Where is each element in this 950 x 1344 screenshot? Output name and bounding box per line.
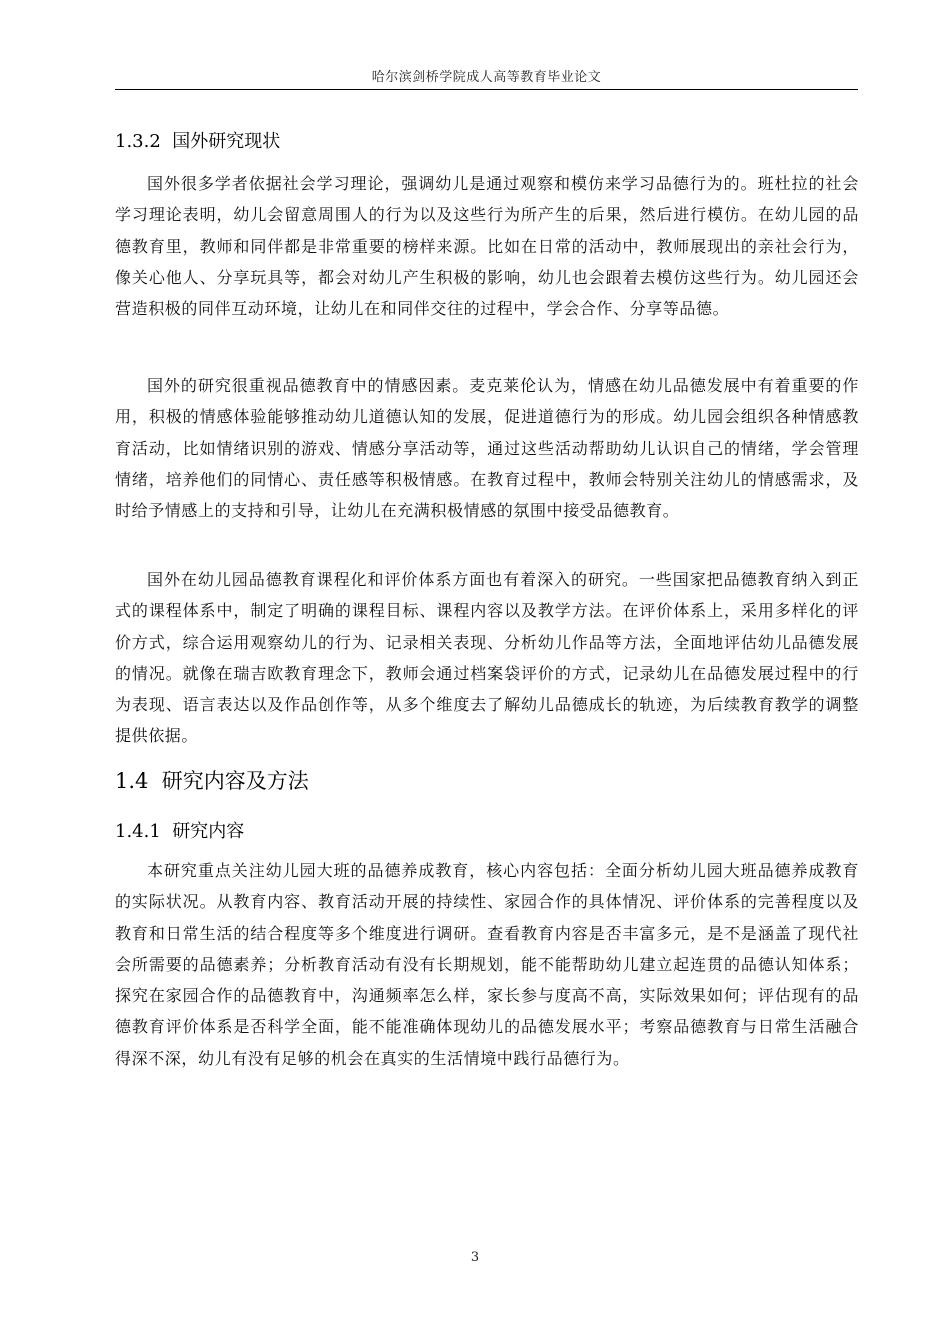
section-title: 国外研究现状 xyxy=(172,131,281,152)
paragraph-research-content: 本研究重点关注幼儿园大班的品德养成教育，核心内容包括：全面分析幼儿园大班品德养成教育的实际状况。从教育内容、教育活动开展的持续性、家园合作的具体情况、评价体系的完善程度以及教育和日常生活的结合程度等多个维度进行调研。查看教育内容是否丰富多元，是不是涵盖了现代社会所需要的品德素养；分析教育活动有没有长期规划，能不能帮助幼儿建立起连贯的品德认知体系；探究在家园合作的品德教育中，沟通频率怎么样，家长参与度高不高，实际效果如何；评估现有的品德教育评价体系是否科学全面，能不能准确体现幼儿的品德发展水平；考察品德教育与日常生活融合得深不深，幼儿有没有足够的机会在真实的生活情境中践行品德行为。 xyxy=(115,861,859,1068)
section-heading-1-4 xyxy=(115,765,309,795)
section-number: 1.4 xyxy=(115,769,149,793)
running-header: 哈尔滨剑桥学院成人高等教育毕业论文 xyxy=(371,70,602,85)
section-title: 研究内容及方法 xyxy=(161,769,309,793)
paragraph-social-learning: 国外很多学者依据社会学习理论，强调幼儿是通过观察和模仿来学习品德行为的。班杜拉的社会学习理论表明，幼儿会留意周围人的行为以及这些行为所产生的后果，然后进行模仿。在幼儿园的品德教育里，教师和同伴都是非常重要的榜样来源。比如在日常的活动中，教师展现出的亲社会行为，像关心他人、分享玩具等，都会对幼儿产生积极的影响，幼儿也会跟着去模仿这些行为。幼儿园还会营造积极的同伴互动环境，让幼儿在和同伴交往的过程中，学会合作、分享等品德。 xyxy=(115,174,859,319)
section-heading-1-4-1 xyxy=(115,817,244,843)
paragraph-curriculum-evaluation: 国外在幼儿园品德教育课程化和评价体系方面也有着深入的研究。一些国家把品德教育纳入到正式的课程体系中，制定了明确的课程目标、课程内容以及教学方法。在评价体系上，采用多样化的评价方式，综合运用观察幼儿的行为、记录相关表现、分析幼儿作品等方法，全面地评估幼儿品德发展的情况。就像在瑞吉欧教育理念下，教师会通过档案袋评价的方式，记录幼儿在品德发展过程中的行为表现、语言表达以及作品创作等，从多个维度去了解幼儿品德成长的轨迹，为后续教育教学的调整提供依据。 xyxy=(115,570,859,746)
paragraph-emotional-factors: 国外的研究很重视品德教育中的情感因素。麦克莱伦认为，情感在幼儿品德发展中有着重要的作用，积极的情感体验能够推动幼儿道德认知的发展，促进道德行为的形成。幼儿园会组织各种情感教育活动，比如情绪识别的游戏、情感分享活动等，通过这些活动帮助幼儿认识自己的情绪，学会管理情绪，培养他们的同情心、责任感等积极情感。在教育过程中，教师会特别关注幼儿的情感需求，及时给予情感上的支持和引导，让幼儿在充满积极情感的氛围中接受品德教育。 xyxy=(115,376,859,521)
header-rule xyxy=(115,89,858,90)
section-title: 研究内容 xyxy=(172,821,245,842)
section-number: 1.3.2 xyxy=(115,131,161,152)
page-number: 3 xyxy=(470,1250,480,1265)
section-heading-1-3-2 xyxy=(115,127,280,153)
section-number: 1.4.1 xyxy=(115,821,161,842)
